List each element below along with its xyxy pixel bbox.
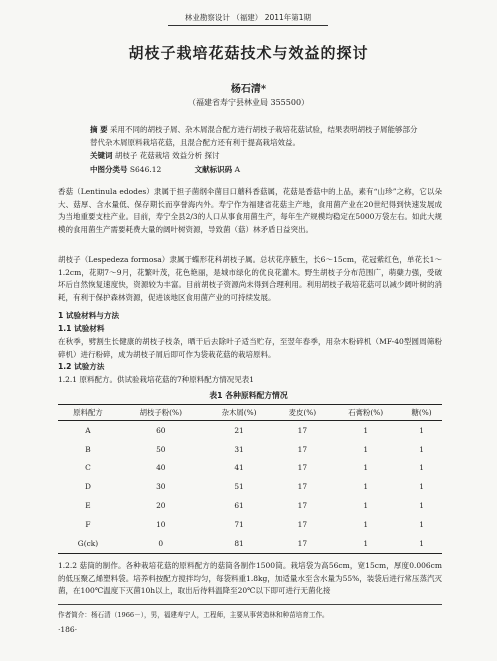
method-text-1-2-2: 菇筒的制作。各种栽培花菇的原料配方的菇筒各制作1500筒。栽培袋为高56cm，宽15cm，厚度0.006cm的低压聚乙烯塑料袋。培养料按配方搅拌均匀，每袋料重1.8kg，加适量水至含水量为55%，装袋后进行常压蒸汽灭菌，在100℃温度下灭菌10h以上，取出后待料温降至20℃以下即可进行无菌化接 (58, 561, 442, 596)
table-cell: 31 (234, 444, 244, 454)
table-cell: 1 (419, 463, 424, 473)
table-header-row (58, 405, 442, 421)
formula-table (58, 404, 442, 554)
table-cell: 51 (234, 482, 244, 492)
table-cell: 81 (204, 534, 275, 553)
document-code-label: 文献标识码 (194, 165, 233, 174)
page-number: ·186· (58, 625, 78, 634)
classification (90, 164, 240, 175)
author-footnote: 作者简介：杨石清（1966－），男，福建寿宁人，工程师，主要从事营造林和种苗培育工作。 (58, 604, 442, 619)
table-cell: 20 (156, 501, 166, 511)
table-cell: 1 (419, 482, 424, 492)
table-row (58, 515, 442, 534)
table-cell: 0 (118, 534, 204, 553)
table-cell: E (85, 501, 91, 511)
subheading-1-2-1: 1.2.1 (58, 375, 78, 384)
method-paragraph-1-2-2 (58, 560, 442, 598)
running-header: 林业勘察设计 （福建） 2011年第1期 (168, 12, 328, 26)
table-cell: 1 (363, 482, 369, 492)
table-cell: 21 (234, 425, 244, 435)
document-code: A (234, 165, 240, 174)
classification-label: 中图分类号 (90, 165, 128, 174)
table-cell: 17 (274, 534, 330, 553)
table-cell: A (85, 425, 91, 435)
intro-paragraph-1: 香菇（Lentinula edodes）隶属于担子菌纲伞菌目口蘑科香菇属，花菇是香菇中的上品，素有“山珍”之称，它以朵大、菇厚、含水量低、保存期长而享誉海内外。寿宁作为福建省花菇主产地，食用菌产业在20世纪得到快速发展成为当地重要支柱产业。目前，寿宁全县2/3的人口从事食用菌生产，每年生产规模均稳定在5000万袋左右。如此大规模的食用菌生产需要耗费大量的阔叶树资源，导致菌（菇）林矛盾日益突出。 (58, 187, 442, 234)
keywords-text: 胡枝子 花菇栽培 效益分析 探讨 (114, 151, 220, 160)
table-cell: 1 (419, 519, 424, 529)
table-cell: 17 (297, 444, 308, 454)
table-cell: 50 (156, 444, 166, 454)
section-heading-1: 1 试验材料与方法 (58, 311, 120, 320)
table-cell: 1 (363, 444, 369, 454)
table-caption: 表1 各种原料配方情况 (209, 391, 288, 400)
table-row (58, 459, 442, 478)
table-cell: F (85, 519, 91, 529)
table-cell: 17 (297, 482, 308, 492)
column-header-formula: 原料配方 (58, 405, 118, 421)
column-header-gypsum: 石膏粉(%) (330, 405, 401, 421)
table-cell: 1 (419, 501, 424, 511)
column-header-bran: 麦皮(%) (274, 405, 330, 421)
table-cell: 17 (297, 425, 308, 435)
table-cell: 61 (234, 501, 244, 511)
table-cell: 1 (363, 463, 369, 473)
table-cell: 1 (419, 425, 424, 435)
table-cell: 41 (234, 463, 244, 473)
column-header-lespedeza: 胡枝子粉(%) (118, 405, 204, 421)
abstract (90, 123, 420, 149)
author-affiliation: （福建省寿宁县林业局 355500） (187, 98, 310, 107)
section-heading-1-2: 1.2 试验方法 (58, 362, 105, 371)
table-cell: 71 (234, 519, 244, 529)
classification-code: S646.12 (129, 165, 162, 174)
table-row (58, 421, 442, 440)
keywords (90, 150, 220, 161)
paper-title: 胡枝子栽培花菇技术与效益的探讨 (128, 44, 369, 62)
table-cell: G(ck) (58, 534, 118, 553)
table-row (58, 440, 442, 459)
table-cell: B (85, 444, 91, 454)
table-cell: 30 (156, 482, 166, 492)
table-row (58, 496, 442, 515)
table-cell: 1 (419, 444, 424, 454)
method-paragraph-1-2-1 (58, 374, 442, 387)
table-cell: 60 (156, 425, 166, 435)
method-text-1-2-1: 原料配方。供试验栽培花菇的7种原料配方情况见表1 (79, 375, 255, 384)
keywords-label: 关键词 (90, 151, 113, 160)
table-cell: 1 (363, 519, 369, 529)
table-cell: 40 (156, 463, 166, 473)
material-paragraph: 在秋季，劈割生长健康的胡枝子枝条，晒干后去除叶子适当贮存，至翌年春季，用杂木粉碎机（MF-40型圆周筛粉碎机）进行粉碎，成为胡枝子屑后即可作为袋栽花菇的栽培原料。 (58, 337, 442, 359)
subheading-1-2-2: 1.2.2 (58, 561, 78, 570)
intro-paragraph-2: 胡枝子（Lespedeza formosa）隶属于蝶形花科胡枝子属。总状花序腋生，长6～15cm，花冠紫红色，单花长1～1.2cm，花期7～9月，花繁叶茂，花色艳丽，是城市绿化的优良花灌木。野生胡枝子分布范围广，萌蘖力强，受破坏后自然恢复速度快，资源较为丰富。目前胡枝子资源尚未得到合理利用。利用胡枝子栽培花菇可以减少阔叶树的消耗，有利于保护森林资源，促进该地区食用菌产业的可持续发展。 (58, 255, 442, 302)
table-cell: 1 (401, 534, 442, 553)
table-cell: 1 (330, 534, 401, 553)
table-cell: 17 (297, 463, 308, 473)
table-cell: C (85, 463, 91, 473)
abstract-text: 采用不同的胡枝子屑、杂木屑混合配方进行胡枝子栽培花菇试验，结果表明胡枝子屑能够部分替代杂木屑原料栽培花菇，且混合配方还有利于提高栽培效益。 (90, 125, 418, 147)
section-heading-1-1: 1.1 试验材料 (58, 324, 105, 333)
abstract-label: 摘 要 (90, 125, 108, 134)
table-cell: 17 (297, 501, 308, 511)
table-cell: 10 (156, 519, 166, 529)
column-header-sugar: 糖(%) (401, 405, 442, 421)
author-name: 杨石清* (230, 84, 267, 95)
table-cell: 1 (363, 425, 369, 435)
table-row (58, 534, 442, 553)
table-cell: 1 (363, 501, 369, 511)
table-row (58, 477, 442, 496)
table-cell: 17 (297, 519, 308, 529)
column-header-sawdust: 杂木屑(%) (204, 405, 275, 421)
table-cell: D (84, 482, 91, 492)
